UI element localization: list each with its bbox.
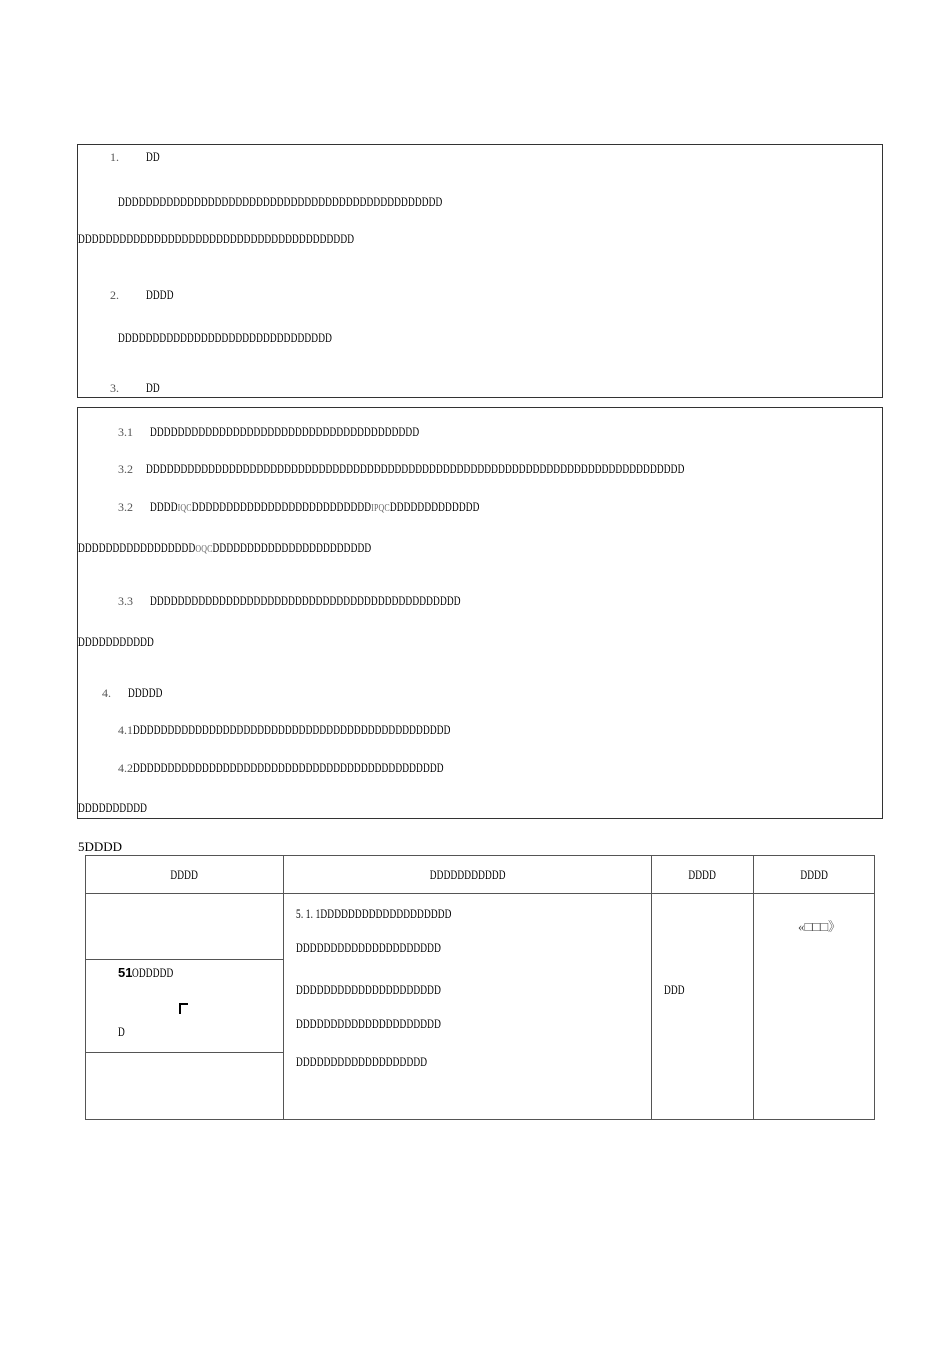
item-3-2b-continuation [78,540,485,557]
item-3-2b-cont-text: DDDDDDDDDDDDDDDDDOQCDDDDDDDDDDDDDDDDDDDDDDD [78,540,372,555]
col2-line-3: DDDDDDDDDDDDDDDDDDDDD [296,982,441,997]
item-3-2b-number: 3.2 [118,500,133,514]
item-3-2b-text: DDDDIQCDDDDDDDDDDDDDDDDDDDDDDDDDDIPQCDDDDDDDDDDDDD [150,499,480,514]
item-3-2a-text: DDDDDDDDDDDDDDDDDDDDDDDDDDDDDDDDDDDDDDDDDDDDDDDDDDDDDDDDDDDDDDDDDDDDDDDDDDDDDD [146,461,685,476]
section2-title: DDDD [146,287,174,302]
item-3-2a [118,461,894,477]
section4-title: DDDDD [128,685,163,700]
section3-number: 3. [110,381,119,395]
table-cell-col2 [284,894,652,1120]
section2-number: 2. [110,288,119,302]
item-3-1-text: DDDDDDDDDDDDDDDDDDDDDDDDDDDDDDDDDDDDDDD [150,424,420,439]
item-4-2 [118,760,564,776]
table-header-cell: DDDDDDDDDDD [284,856,652,894]
section1-paragraph-line1 [118,194,569,210]
item-4-2-continuation [78,800,174,816]
item-3-3-text: DDDDDDDDDDDDDDDDDDDDDDDDDDDDDDDDDDDDDDDDDDDDD [150,593,461,608]
table-cell-col3 [652,894,754,1120]
corner-bracket-icon [179,1003,188,1014]
item-4-1-number: 4.1 [118,723,133,737]
section2-heading [110,287,185,303]
table-cell-col4 [754,894,875,1120]
section2-paragraph [118,330,415,346]
item-4-2-text: DDDDDDDDDDDDDDDDDDDDDDDDDDDDDDDDDDDDDDDDDDDDD [133,760,444,775]
item-4-2-number: 4.2 [118,761,133,775]
table-cell-col1-top [86,894,284,960]
item-3-2b [118,499,608,516]
col3-text: DDD [664,982,685,997]
section4-number: 4. [102,686,111,700]
item-3-3-number: 3.3 [118,594,133,608]
section1-paragraph-line2 [78,231,462,247]
item-4-1-text: DDDDDDDDDDDDDDDDDDDDDDDDDDDDDDDDDDDDDDDDDDDDDD [133,722,451,737]
section5-title: 5DDDD [78,839,123,854]
table-header-cell: DDDD [754,856,875,894]
col2-line-1: 5. 1. 1DDDDDDDDDDDDDDDDDDD [296,906,452,921]
item-4-2-cont-text: DDDDDDDDDD [78,800,148,815]
section3-title: DD [146,380,161,395]
section1-number: 1. [110,150,119,164]
section5-table [85,855,875,1120]
table-row [86,894,875,960]
col2-line-4: DDDDDDDDDDDDDDDDDDDDD [296,1016,441,1031]
table-header-cell: DDDD [86,856,284,894]
item-4-1 [118,722,574,738]
item-3-3 [118,593,582,609]
section4-heading [102,685,176,701]
item-3-3-continuation [78,634,183,650]
section2-text: DDDDDDDDDDDDDDDDDDDDDDDDDDDDDDD [118,330,333,345]
col1-label: 51ODDDDD [118,965,174,980]
section1-text-a: DDDDDDDDDDDDDDDDDDDDDDDDDDDDDDDDDDDDDDDDDDDDDDD [118,194,443,209]
section1-title: DD [146,149,161,164]
table-header-row [86,856,875,894]
item-3-3-cont-text: DDDDDDDDDDD [78,634,154,649]
table-header-cell: DDDD [652,856,754,894]
col2-line-2: DDDDDDDDDDDDDDDDDDDDD [296,940,441,955]
section1-heading [110,149,165,165]
sections-1-2-frame [77,144,883,398]
col4-text: «□□□》 [798,919,842,934]
section3-heading [110,380,165,396]
table-cell-col1-bottom [86,1053,284,1120]
table-cell-col1-mid [86,960,284,1053]
col2-line-5: DDDDDDDDDDDDDDDDDDD [296,1054,428,1069]
item-3-2a-number: 3.2 [118,462,133,476]
col1-sub: D [118,1024,125,1039]
section1-text-b: DDDDDDDDDDDDDDDDDDDDDDDDDDDDDDDDDDDDDDDD [78,231,355,246]
item-3-1 [118,424,524,440]
item-3-1-number: 3.1 [118,425,133,439]
